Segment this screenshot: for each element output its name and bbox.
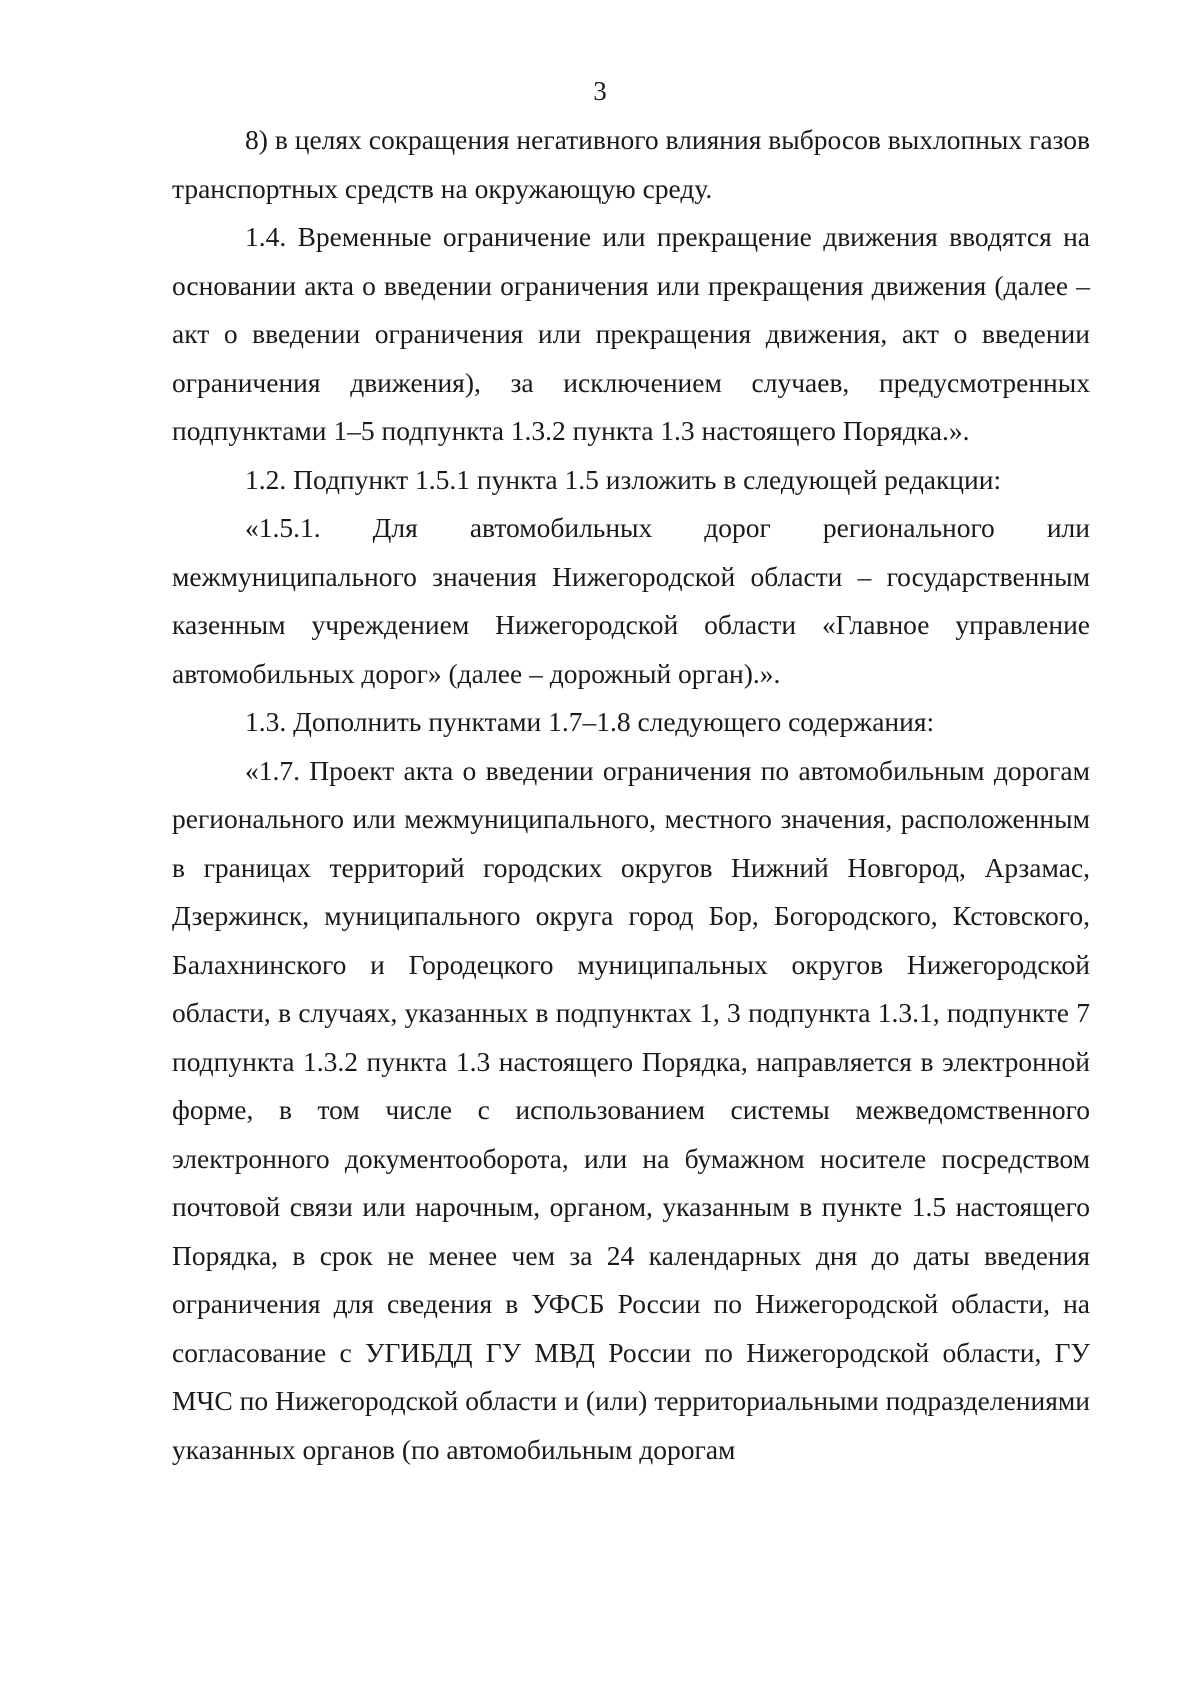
paragraph-amendment-1-3: 1.3. Дополнить пунктами 1.7–1.8 следующего содержания: bbox=[245, 706, 935, 737]
paragraph-1-4: 1.4. Временные ограничение или прекращение движения вводятся на основании акта о введении ограничения или прекращения движения (далее – акт о введении ограничения или прекращения движения, акт о введении ограничения движения), за исключением случаев, предусмотренных подпунктами 1–5 подпункта 1.3.2 пункта 1.3 настоящего Порядка.». bbox=[172, 221, 1090, 446]
paragraph-item-8: 8) в целях сокращения негативного влияния выбросов выхлопных газов транспортных средств на окружающую среду. bbox=[172, 124, 1090, 204]
paragraph-1-5-1: «1.5.1. Для автомобильных дорог регионального или межмуниципального значения Нижегородской области – государственным казенным учреждением Нижегородской области «Главное управление автомобильных дорог» (далее – дорожный орган).». bbox=[172, 512, 1090, 689]
page-number: 3 bbox=[593, 76, 607, 106]
paragraph-amendment-1-2: 1.2. Подпункт 1.5.1 пункта 1.5 изложить в следующей редакции: bbox=[245, 463, 1002, 495]
document-body bbox=[172, 116, 1090, 1474]
paragraph-1-7: «1.7. Проект акта о введении ограничения по автомобильным дорогам регионального или межмуниципального, местного значения, расположенным в границах территорий городских округов Нижний Новгород, Арзамас, Дзержинск, муниципального округа город Бор, Богородского, Кстовского, Балахнинского и Городецкого муниципальных округов Нижегородской области, в случаях, указанных в подпунктах 1, 3 подпункта 1.3.1, подпункте 7 подпункта 1.3.2 пункта 1.3 настоящего Порядка, направляется в электронной форме, в том числе с использованием системы межведомственного электронного документооборота, или на бумажном носителе посредством почтовой связи или нарочным, органом, указанным в пункте 1.5 настоящего Порядка, в срок не менее чем за 24 календарных дня до даты введения ограничения для сведения в УФСБ России по Нижегородской области, на согласование с УГИБДД ГУ МВД России по Нижегородской области, ГУ МЧС по Нижегородской области и (или) территориальными подразделениями указанных органов (по автомобильным дорогам bbox=[172, 754, 1090, 1465]
